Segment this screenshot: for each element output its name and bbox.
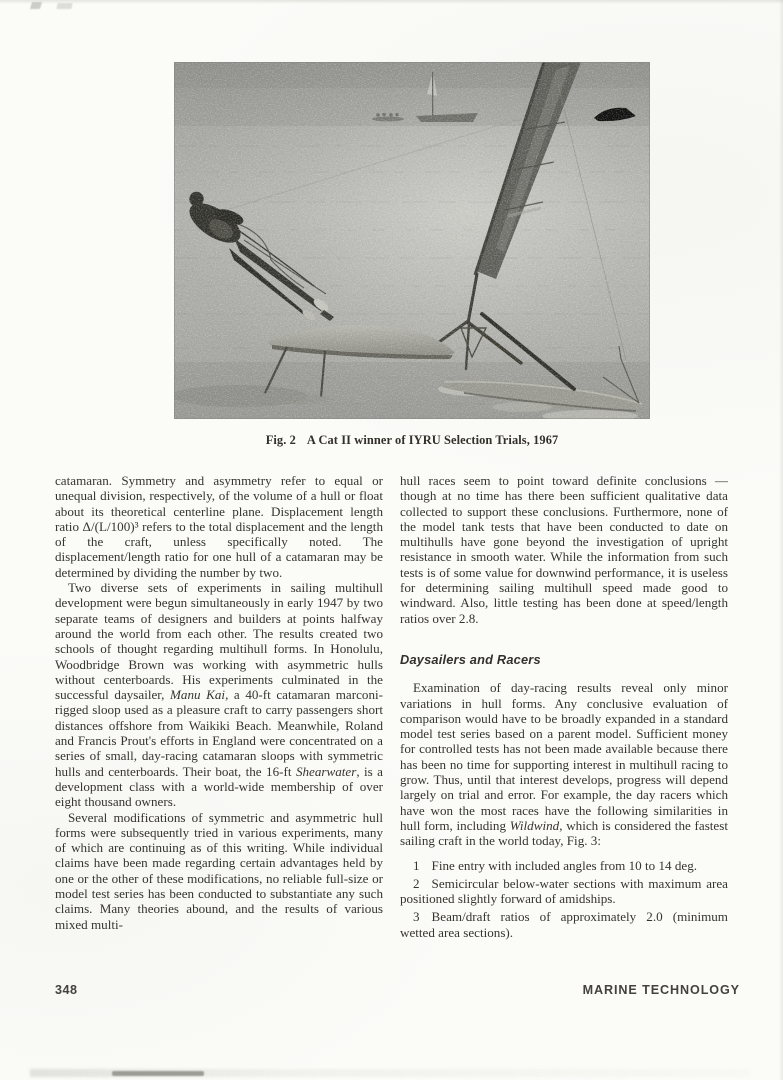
paragraph	[55, 580, 383, 809]
paragraph	[400, 473, 728, 626]
text-segment: Several modifications of symmetric and asymmetric hull forms were subsequently tried in various experiments, many of which are continuing as of this writing. While individual claims have been made regarding certain advantages held by one or the other of these modifications, no reliable full-size or model test series has been conducted to substantiate any such claims. Many theories abound, and the results of various mixed multi-	[55, 809, 383, 932]
right-column	[400, 473, 728, 943]
list-item-text: Beam/draft ratios of approximately 2.0 (minimum wetted area sections).	[400, 909, 728, 940]
text-segment: hull races seem to point toward definite conclusions — though at no time has there been sufficient qualitative data collected to support these conclusions. Furthermore, none of the model tank tests that have been conducted to date on multihulls have gone beyond the investigation of upright resistance in smooth water. While the information from such tests is of some value for downwind performance, it is useless for determining sailing multihull speed made good to windward. Also, little testing has been done at speed/length ratios over 2.8.	[400, 473, 728, 626]
list-item	[400, 909, 728, 940]
paragraph	[55, 810, 383, 932]
photo-grain-dark	[174, 62, 650, 419]
text-segment: , which is considered the fastest sailing craft in the world today, Fig. 3:	[400, 817, 728, 849]
scan-artifact-mark	[112, 1071, 204, 1076]
list-item-number: 2	[413, 875, 420, 891]
list-item	[400, 858, 728, 873]
paragraph	[55, 473, 383, 580]
text-segment: , is a development class with a world-wide membership of over eight thousand owners.	[55, 763, 383, 810]
scan-right-edge-shadow	[779, 0, 783, 1080]
left-column	[55, 473, 383, 943]
figure-caption	[174, 433, 650, 448]
italic-term: Manu Kai	[170, 687, 226, 703]
scan-artifact-mark	[56, 3, 72, 9]
article-body	[55, 473, 728, 943]
section-heading: Daysailers and Racers	[400, 651, 541, 667]
text-segment: catamaran. Symmetry and asymmetry refer to equal or unequal division, respectively, of the volume of a hull or float about its theoretical centerline plane. Displacement length ratio Δ/(L/100)³ refers to the total displacement and the length of the craft, unless specifically noted. The displacement/length ratio for one hull of a catamaran may be determined by dividing the number by two.	[55, 473, 383, 580]
text-segment: Examination of day-racing results reveal only minor variations in hull forms. Any conclusive evaluation of comparison would have to be broadly expanded in a standard model test series based on a parent model. Sufficient money for controlled tests has not been made available because there has been no time for supporting interest in multihull racing to grow. Thus, until that interest develops, progress will depend largely on trial and error. For example, the day racers which have won the most races have the following similarities in hull form, including	[400, 680, 728, 833]
list-item	[400, 876, 728, 907]
text-segment: Two diverse sets of experiments in sailing multihull development were begun simultaneously in early 1947 by two separate teams of designers and builders at points halfway around the world from each other. The results created two schools of thought regarding multihull forms. In Honolulu, Woodbridge Brown was working with asymmetric hulls without centerboards. His experiments culminated in the successful daysailer,	[55, 580, 383, 703]
figure-caption-label: Fig. 2	[265, 433, 296, 447]
list-item-text: Fine entry with included angles from 10 to 14 deg.	[431, 857, 698, 873]
list-item-number: 1	[413, 857, 420, 873]
scan-top-edge-shadow	[0, 0, 783, 4]
figure	[174, 62, 650, 448]
page-footer	[55, 983, 740, 997]
figure-photo	[174, 62, 650, 419]
italic-term: Wildwind	[509, 817, 560, 833]
list-item-text: Semicircular below-water sections with maximum area positioned slightly forward of amidships.	[400, 875, 728, 907]
journal-name: MARINE TECHNOLOGY	[582, 983, 740, 997]
text-segment: , a 40-ft catamaran marconi-rigged sloop used as a pleasure craft to carry passengers short distances offshore from Waikiki Beach. Meanwhile, Roland and Francis Prout's efforts in England were concentrated on a series of small, day-racing catamaran sloops with symmetric hulls and centerboards. Their boat, the 16-ft	[55, 687, 383, 779]
list-item-number: 3	[413, 909, 420, 925]
italic-term: Shearwater	[295, 763, 357, 779]
page-number: 348	[55, 983, 78, 997]
scan-artifact-mark	[30, 2, 42, 9]
figure-caption-text: A Cat II winner of IYRU Selection Trials, 1967	[306, 433, 559, 447]
paragraph	[400, 680, 728, 848]
